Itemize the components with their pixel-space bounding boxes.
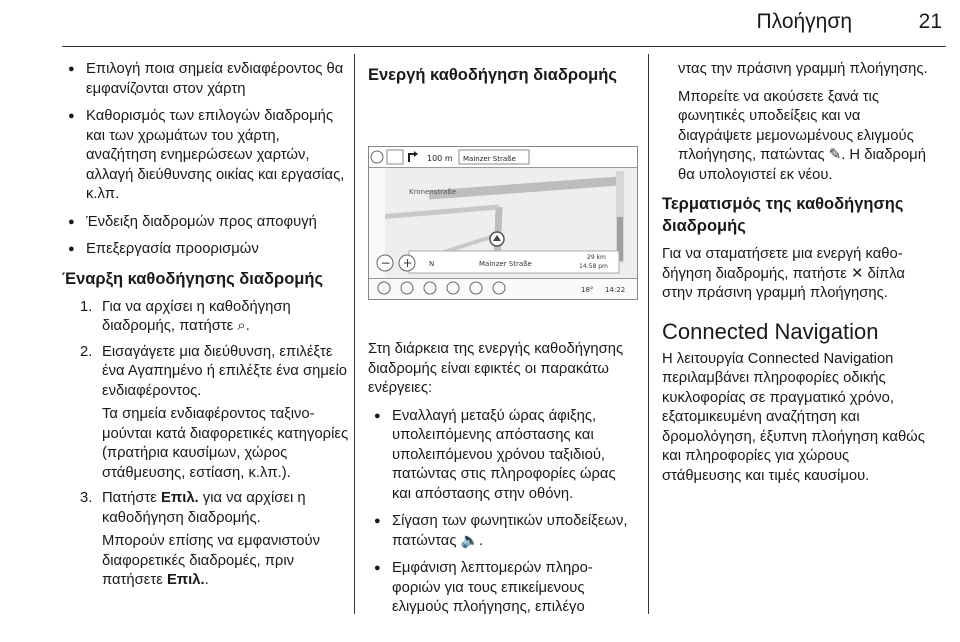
search-icon: ⌕	[237, 318, 246, 334]
column-divider-2	[648, 54, 649, 614]
side-street-label: Kronenstraße	[409, 188, 457, 196]
active-guidance-intro: Στη διάρκεια της ενεργής καθοδήγησης διαδρομής είναι εφικτές οι παρακάτω ενέργειες:	[368, 341, 624, 396]
navigation-screenshot	[368, 146, 638, 300]
route-street-label: Mainzer Straße	[479, 260, 532, 268]
voice-prompts-text: Μπορείτε να ακούσετε ξανά τις φωνητικές υποδείξεις και να διαγράψετε μεμονωμένους ελιγμούς πλοήγησης, πατώντας ✎. Η διαδρομή θα υπολογιστεί εκ νέου.	[678, 88, 926, 183]
header-rule	[62, 46, 946, 47]
page-number: 21	[918, 10, 942, 33]
current-street-label: Mainzer Straße	[463, 155, 516, 163]
section-heading-active-guidance: Ενεργή καθοδήγηση διαδρομής	[368, 66, 617, 84]
heading-label: N	[429, 260, 435, 268]
select-label: Επιλ.	[161, 490, 199, 506]
connected-navigation-text: Η λειτουργία Connected Navigation περιλαμβάνει πληροφορίες οδικής κυκλοφορίας σε πραγματικό χρόνο, εξατομικευμένη αναζήτηση και δρομολόγηση, έξυπνη πλοήγηση καθώς και πληροφορίες για χώρους στάθμευσης και τιμές καυσίμου.	[662, 350, 925, 484]
section-title-connected-navigation: Connected Navigation	[662, 318, 879, 344]
section-heading-start-guidance: Έναρξη καθοδήγησης διαδρομής	[62, 269, 324, 288]
remaining-distance: 29 km	[587, 254, 606, 261]
pencil-icon: ✎	[828, 147, 842, 163]
options-list	[62, 60, 352, 260]
page-header-title: Πλοήγηση	[756, 10, 852, 33]
active-guidance-list	[368, 407, 636, 618]
arrival-time: 14:58 pm	[579, 263, 608, 270]
list-item: ● Επεξεργασία προορισμών	[62, 240, 352, 260]
list-item: ● Επιλογή ποια σημεία ενδιαφέροντος θα εμφανίζονται στον χάρτη	[62, 60, 352, 99]
steps-list	[62, 298, 352, 591]
svg-text:+: +	[402, 256, 413, 270]
list-item: ● Εναλλαγή μεταξύ ώρας άφιξης, υπολειπόμενης απόστασης και υπολειπόμενου χρόνου ταξιδιού, πατώντας στις πληροφορίες ώρας και απόστασης στην οθόνη.	[368, 407, 636, 505]
list-item: ● Καθορισμός των επιλογών διαδρομής και των χρωμάτων του χάρτη, αναζήτηση ενημερώσεων χαρτών, αλλαγή διεύθυνσης οικίας και εργασίας, κ.λπ.	[62, 107, 352, 205]
section-heading-end-guidance: Τερματισμός της καθοδήγησης διαδρομής	[662, 195, 904, 235]
list-item: ● Σίγαση των φωνητικών υποδείξεων, πατώντας 🔈.	[368, 512, 636, 551]
clock-label: 14:22	[605, 286, 626, 294]
column-divider-1	[354, 54, 355, 614]
list-item: ● Εμφάνιση λεπτομερών πληροφοριών για τους επικείμενους ελιγμούς πλοήγησης, επιλέγο	[368, 559, 636, 618]
column-3	[662, 60, 932, 494]
distance-label: 100 m	[427, 154, 453, 163]
step-2-note: Τα σημεία ενδιαφέροντος ταξινομούνται κατά διαφορετικές κατηγορίες (πρατήρια καυσίμων, χώρος στάθμευσης, εστίαση, κ.λπ.).	[102, 406, 349, 481]
navigation-map	[369, 147, 637, 299]
continued-text: ντας την πράσινη γραμμή πλοήγησης.	[678, 61, 928, 77]
column-1	[62, 60, 352, 597]
step-3: 3. Πατήστε Επιλ. για να αρχίσει η καθοδήγηση διαδρομής. Μπορούν επίσης να εμφανιστούν διαφορετικές διαδρομές, πριν πατήσετε Επιλ..	[62, 489, 352, 591]
temperature-label: 18°	[581, 286, 594, 294]
close-icon: ✕	[850, 265, 864, 282]
step-2: 2. Εισαγάγετε μια διεύθυνση, επιλέξτε ένα Αγαπημένο ή επιλέξτε ένα σημείο ενδιαφέροντος. Τα σημεία ενδιαφέροντος ταξινομούνται κατά διαφορετικές κατηγορίες (πρατήρια καυσίμων, χώρος στάθμευσης, εστίαση, κ.λπ.).	[62, 343, 352, 484]
speaker-icon: 🔈	[460, 532, 480, 549]
svg-text:−: −	[380, 256, 391, 270]
end-guidance-text: Για να σταματήσετε μια ενεργή καθοδήγηση διαδρομής, πατήστε ✕ δίπλα στην πράσινη γραμμή πλοήγησης.	[662, 246, 905, 301]
list-item: ● Ένδειξη διαδρομών προς αποφυγή	[62, 213, 352, 233]
column-2	[368, 60, 636, 626]
step-3-note: Μπορούν επίσης να εμφανιστούν διαφορετικές διαδρομές, πριν πατήσετε Επιλ..	[102, 533, 321, 588]
step-1: 1. Για να αρχίσει η καθοδήγηση διαδρομής, πατήστε ⌕.	[80, 298, 291, 334]
